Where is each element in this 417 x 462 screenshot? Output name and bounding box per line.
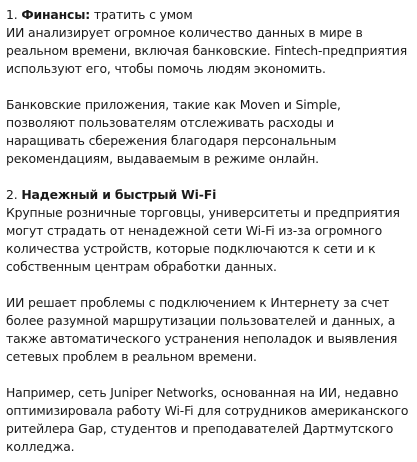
section-gap	[6, 168, 412, 186]
paragraph-gap	[6, 366, 412, 384]
section-heading-wifi	[6, 186, 412, 204]
paragraph: Банковские приложения, такие как Moven и Simple, позволяют пользователям отслеживать расходы и наращивать сбережения благодаря персональным рекомендациям, выдаваемым в режиме онлайн.	[6, 97, 341, 166]
heading-number: 1.	[6, 7, 18, 22]
paragraph: Крупные розничные торговцы, университеты и предприятия могут страдать от ненадежной сети Wi-Fi из-за огромного количества устройств, которые подключаются к сети и к собственным центрам обработки данных.	[6, 205, 400, 274]
heading-title-bold: Надежный и быстрый Wi-Fi	[21, 187, 217, 202]
section-wifi	[6, 186, 412, 456]
paragraph: ИИ решает проблемы с подключением к Интернету за счет более разумной маршрутизации пользователей и данных, а также автоматического устранения неполадок и выявления сетевых проблем в реальном времени.	[6, 295, 398, 364]
paragraph-gap	[6, 78, 412, 96]
heading-title-bold: Финансы:	[21, 7, 91, 22]
article-text	[6, 6, 412, 456]
paragraph: Например, сеть Juniper Networks, основанная на ИИ, недавно оптимизировала работу Wi-Fi для сотрудников американского ритейлера Gap, студентов и преподавателей Дартмутского колледжа.	[6, 385, 409, 454]
section-finance	[6, 6, 412, 168]
paragraph-gap	[6, 276, 412, 294]
paragraph: ИИ анализирует огромное количество данных в мире в реальном времени, включая банковские. Fintech-предприятия используют его, чтобы помочь людям экономить.	[6, 25, 408, 76]
heading-number: 2.	[6, 187, 18, 202]
heading-subtitle: тратить с умом	[93, 7, 193, 22]
section-heading-finance	[6, 6, 412, 24]
